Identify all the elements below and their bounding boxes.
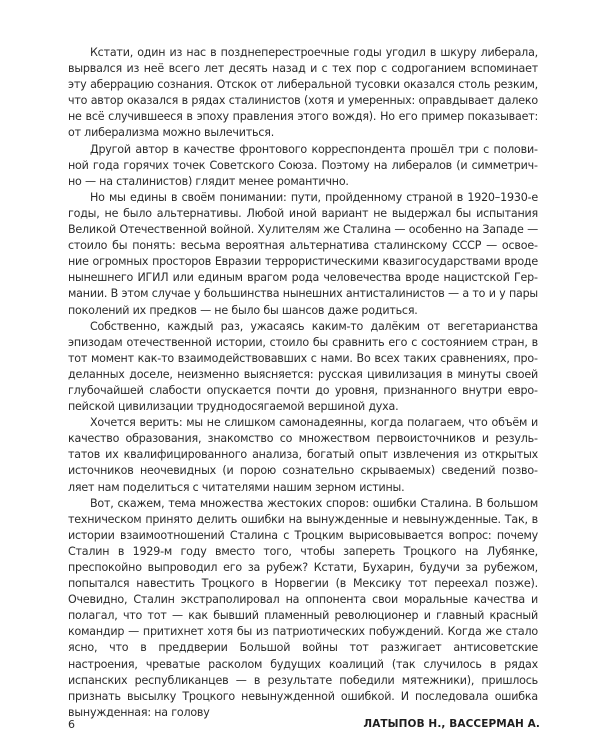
page-number: 6 [68, 718, 75, 731]
body-text [68, 45, 538, 721]
paragraph: Но мы едины в своём понимании: пути, пройденному страной в 1920–1930-е годы, не было альтернативы. Любой иной вариант не выдержал бы испытания Великой Отечественной войной. Хулителям же Сталина — особенно на Западе — стоило бы понять: весьма вероятная альтернатива сталинскому СССР — освоение огромных просторов Евразии террористическими квазигосударствами вроде нынешнего ИГИЛ или единым врагом рода человечества вроде нацистской Германии. В этом случае у большинства нынешних антисталинистов — а то и у пары поколений их предков — не было бы шансов даже родиться. [68, 190, 538, 317]
paragraph: Хочется верить: мы не слишком самонадеянны, когда полагаем, что объём и качество образования, знакомство со множеством первоисточников и результатов их квалифицированного анализа, богатый опыт извлечения из открытых источников неочевидных (и порою сознательно скрываемых) сведений позволяет нам поделиться с читателями нашим зерном истины. [68, 416, 538, 494]
page-footer [68, 718, 540, 736]
paragraph: Другой автор в качестве фронтового корреспондента прошёл три с половиной года горячих точек Советского Союза. Поэтому на либералов (и симметрично — на сталинистов) глядит менее романтично. [68, 142, 538, 188]
paragraph: Вот, скажем, тема множества жестоких споров: ошибки Сталина. В большом техническом принято делить ошибки на вынужденные и невынужденные. Так, в истории взаимоотношений Сталина с Троцким вырисовывается вопрос: почему Сталин в 1929-м году вместо того, чтобы запереть Троцкого на Лубянке, преспокойно выпроводил его за рубеж? Кстати, Бухарин, будучи за рубежом, попытался навестить Троцкого в Норвегии (в Мексику тот переехал позже). Очевидно, Сталин экстраполировал на оппонента свои моральные качества и полагал, что тот — как бывший пламенный революционер и главный красный командир — притихнет хотя бы из патриотических побуждений. Когда же стало ясно, что в преддверии Большой войны тот разжигает антисоветские настроения, чреватые расколом будущих коалиций (так случилось в рядах испанских республиканцев — в результате победили мятежники), пришлось признать высылку Троцкого невынужденной ошибкой. И последовала ошибка вынужденная: на голову [68, 496, 538, 719]
paragraph: Кстати, один из нас в позднеперестроечные годы угодил в шкуру либерала, вырвался из неё всего лет десять назад и с тех пор с содроганием вспоминает эту аберрацию сознания. Отскок от либеральной тусовки оказался столь резким, что автор оказался в рядах сталинистов (хотя и умеренных: оправдывает далеко не всё случившееся в эпоху правления этого вождя). Но его пример показывает: от либерализма можно вылечиться. [68, 46, 538, 140]
paragraph: Собственно, каждый раз, ужасаясь каким-то далёким от вегетарианства эпизодам отечественной истории, стоило бы сравнить его с состоянием стран, в тот момент как-то взаимодействовавших с нами. Во всех таких сравнениях, проделанных доселе, неизменно выясняется: русская цивилизация в минуты своей глубочайшей слабости опускается почти до уровня, признанного внутри европейской цивилизации труднодосягаемой вершиной духа. [68, 319, 538, 414]
running-author-line: ЛАТЫПОВ Н., ВАССЕРМАН А. [363, 718, 540, 730]
